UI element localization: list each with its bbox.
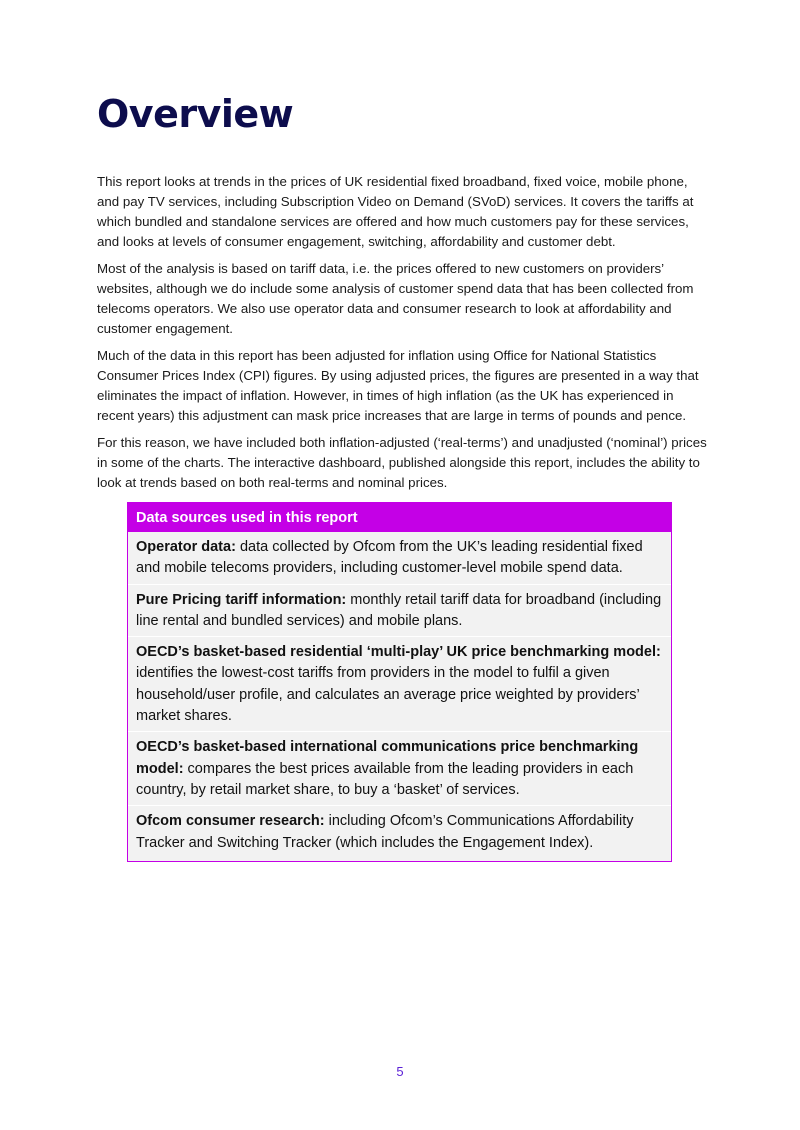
page-number: 5: [396, 1064, 404, 1079]
source-item-oecd-uk-model: [128, 636, 671, 731]
source-text: compares the best prices available from the leading providers in each country, by retail market share, to buy a ‘basket’ of services.: [136, 760, 634, 798]
data-sources-box: [127, 502, 672, 862]
paragraph-1: This report looks at trends in the prices of UK residential fixed broadband, fixed voice, mobile phone, and pay TV services, including Subscription Video on Demand (SVoD) services. It covers the tariffs at which bundled and standalone services are offered and how much customers pay for these services, and looks at levels of consumer engagement, switching, affordability and customer debt.: [97, 174, 694, 249]
body-text: [97, 172, 707, 500]
source-text: monthly retail tariff data for broadband (including line rental and bundled services) and mobile plans.: [136, 591, 662, 629]
source-label: Pure Pricing tariff information:: [136, 591, 347, 608]
source-item-operator-data: [128, 532, 671, 584]
paragraph-3: Much of the data in this report has been adjusted for inflation using Office for National Statistics Consumer Prices Index (CPI) figures. By using adjusted prices, the figures are presented in a way that eliminates the impact of inflation. However, in times of high inflation (as the UK has experienced in recent years) this adjustment can mask price increases that are large in terms of pounds and pence.: [97, 348, 699, 423]
source-label: OECD’s basket-based international communications price benchmarking model:: [136, 739, 639, 777]
source-item-consumer-research: [128, 805, 671, 861]
paragraph-4: For this reason, we have included both inflation-adjusted (‘real-terms’) and unadjusted (‘nominal’) prices in some of the charts. The interactive dashboard, published alongside this report, includes the ability to look at trends based on both real-terms and nominal prices.: [97, 435, 707, 490]
source-text: identifies the lowest-cost tariffs from providers in the model to fulfil a given household/user profile, and calculates an average price weighted by providers’ market shares.: [136, 665, 640, 725]
page-title: Overview: [97, 92, 294, 136]
source-label: Ofcom consumer research:: [136, 813, 325, 830]
paragraph-2: Most of the analysis is based on tariff data, i.e. the prices offered to new customers on providers’ websites, although we do include some analysis of customer spend data that has been collected from telecoms operators. We also use operator data and consumer research to look at affordability and customer engagement.: [97, 261, 694, 336]
data-sources-header: Data sources used in this report: [128, 503, 671, 532]
source-text: including Ofcom’s Communications Affordability Tracker and Switching Tracker (which includes the Engagement Index).: [136, 813, 634, 851]
source-label: Operator data:: [136, 539, 236, 555]
source-label: OECD’s basket-based residential ‘multi-play’ UK price benchmarking model:: [136, 644, 661, 661]
source-text: data collected by Ofcom from the UK’s leading residential fixed and mobile telecoms providers, including customer-level mobile spend data.: [136, 539, 643, 577]
source-item-oecd-international-model: [128, 731, 671, 805]
source-item-pure-pricing: [128, 584, 671, 637]
